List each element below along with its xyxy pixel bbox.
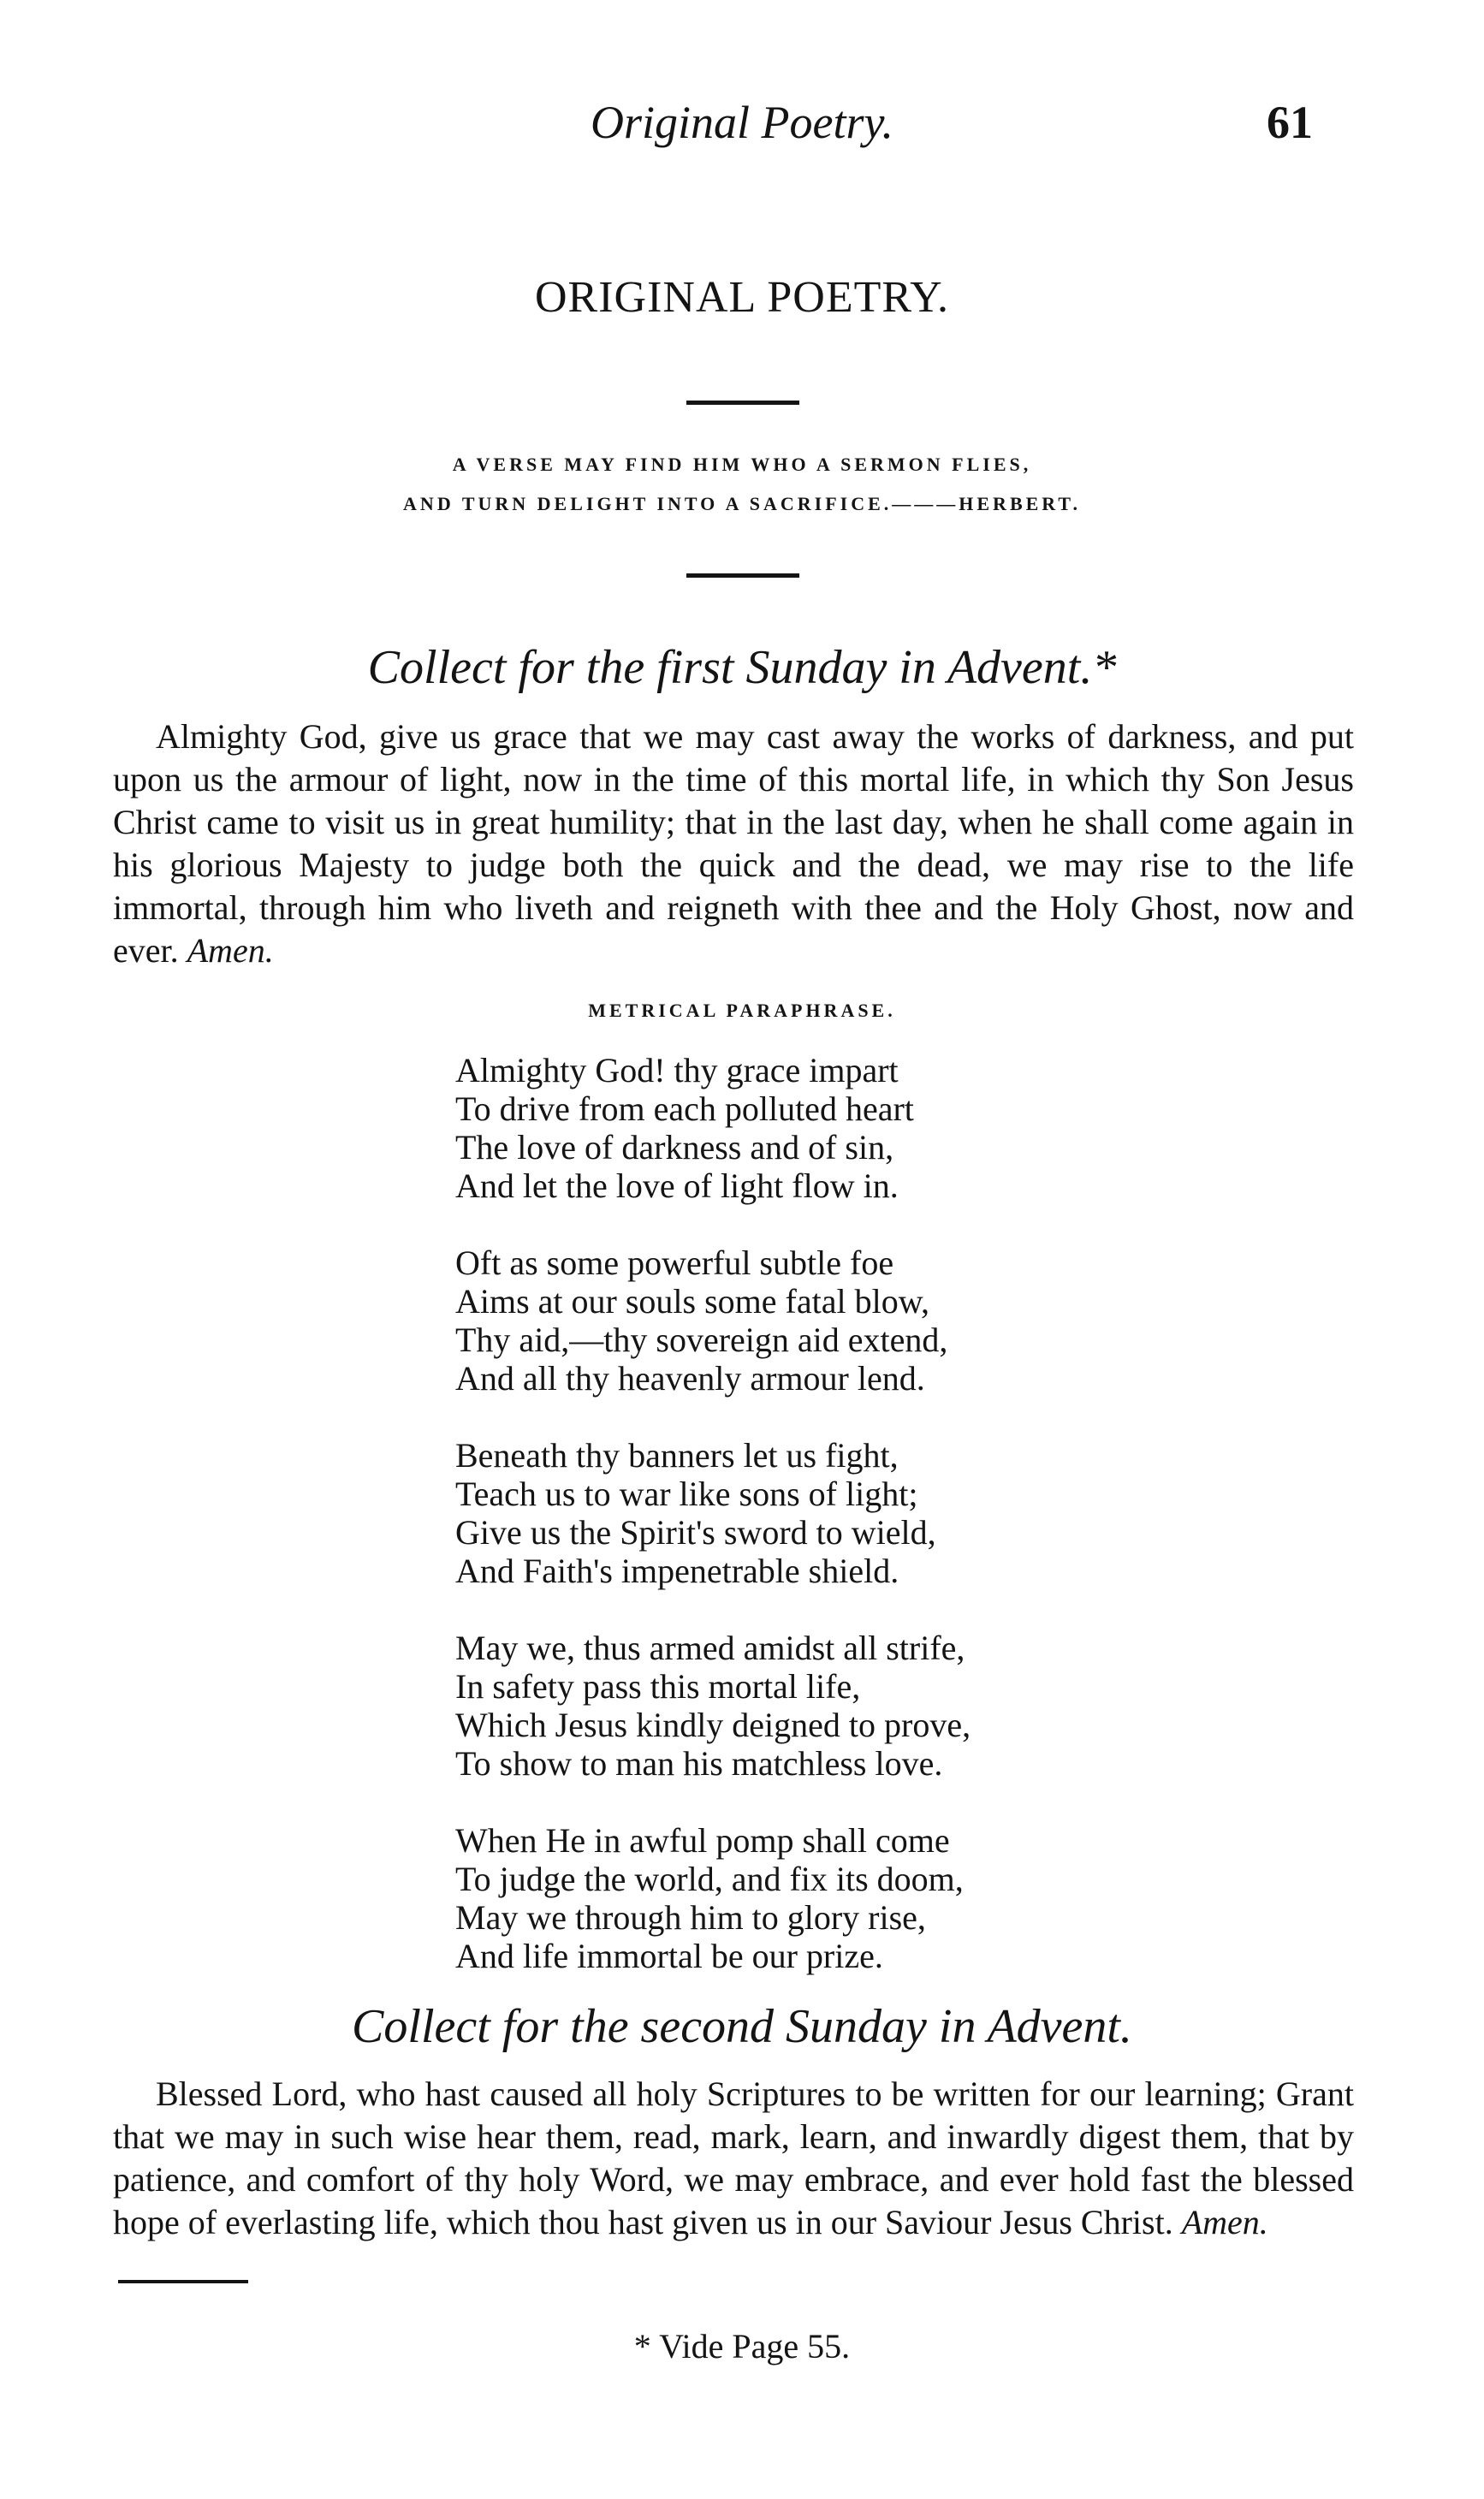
collect-1-amen: Amen. [187,931,274,970]
epigraph-line-1: A VERSE MAY FIND HIM WHO A SERMON FLIES, [452,454,1032,475]
poem-line: May we, thus armed amidst all strife, [455,1629,965,1667]
stanza-4 [455,1629,1140,1783]
epigraph-line-2: AND TURN DELIGHT INTO A SACRIFICE.———HERBERT. [403,493,1081,514]
collect-2-amen: Amen. [1181,2203,1268,2241]
poem-line: And let the love of light flow in. [455,1166,899,1205]
stanza-2 [455,1244,1140,1398]
paraphrase-heading: METRICAL PARAPHRASE. [588,1000,896,1021]
poem-line: The love of darkness and of sin, [455,1128,894,1166]
poem-line: In safety pass this mortal life, [455,1667,861,1706]
epigraph-divider [686,573,799,578]
collect-1-text [113,715,1354,972]
poem-line: To drive from each polluted heart [455,1089,914,1128]
poem-line: Beneath thy banners let us fight, [455,1436,899,1475]
collect-2-heading: Collect for the second Sunday in Advent. [352,2000,1132,2053]
collect-2-body: Blessed Lord, who hast caused all holy Scriptures to be written for our learning; Grant that we may in such wise hear them, read, mark, learn, and inwardly digest them, that by patience, and comfort of thy holy Word, we may embrace, and ever hold fast the blessed hope of everlasting life, which thou hast given us in our Saviour Jesus Christ. [113,2075,1354,2241]
poem-line: And all thy heavenly armour lend. [455,1359,925,1398]
poem-line: Thy aid,—thy sovereign aid extend, [455,1321,948,1359]
footnote-divider [118,2280,248,2283]
stanza-1 [455,1051,1140,1205]
poem-line: When He in awful pomp shall come [455,1821,950,1860]
collect-1-heading: Collect for the first Sunday in Advent.* [367,641,1117,694]
collect-1-body: Almighty God, give us grace that we may cast away the works of darkness, and put upon us the armour of light, now in the time of this mortal life, in which thy Son Jesus Christ came to visit us in great humility; that in the last day, when he shall come again in his glorious Majesty to judge both the quick and the dead, we may rise to the life immortal, through him who liveth and reigneth with thee and the Holy Ghost, now and ever. [113,717,1354,970]
poem-line: May we through him to glory rise, [455,1898,926,1937]
poem-line: Almighty God! thy grace impart [455,1051,899,1089]
footnote: * Vide Page 55. [633,2327,851,2365]
running-title: Original Poetry. [591,97,893,148]
stanza-5 [455,1821,1140,1975]
main-title: ORIGINAL POETRY. [534,273,950,322]
poem-line: Give us the Spirit's sword to wield, [455,1513,936,1552]
poem-line: To judge the world, and fix its doom, [455,1860,964,1898]
paraphrase-poem [455,1051,1140,2014]
poem-line: To show to man his matchless love. [455,1744,943,1783]
collect-2-text [113,2073,1354,2244]
page-number: 61 [1267,97,1313,148]
poem-line: And life immortal be our prize. [455,1937,883,1975]
poem-line: Teach us to war like sons of light; [455,1475,918,1513]
stanza-3 [455,1436,1140,1590]
poem-line: And Faith's impenetrable shield. [455,1552,899,1590]
poem-line: Which Jesus kindly deigned to prove, [455,1706,971,1744]
poem-line: Aims at our souls some fatal blow, [455,1282,930,1321]
poem-line: Oft as some powerful subtle foe [455,1244,894,1282]
title-divider [686,401,799,405]
